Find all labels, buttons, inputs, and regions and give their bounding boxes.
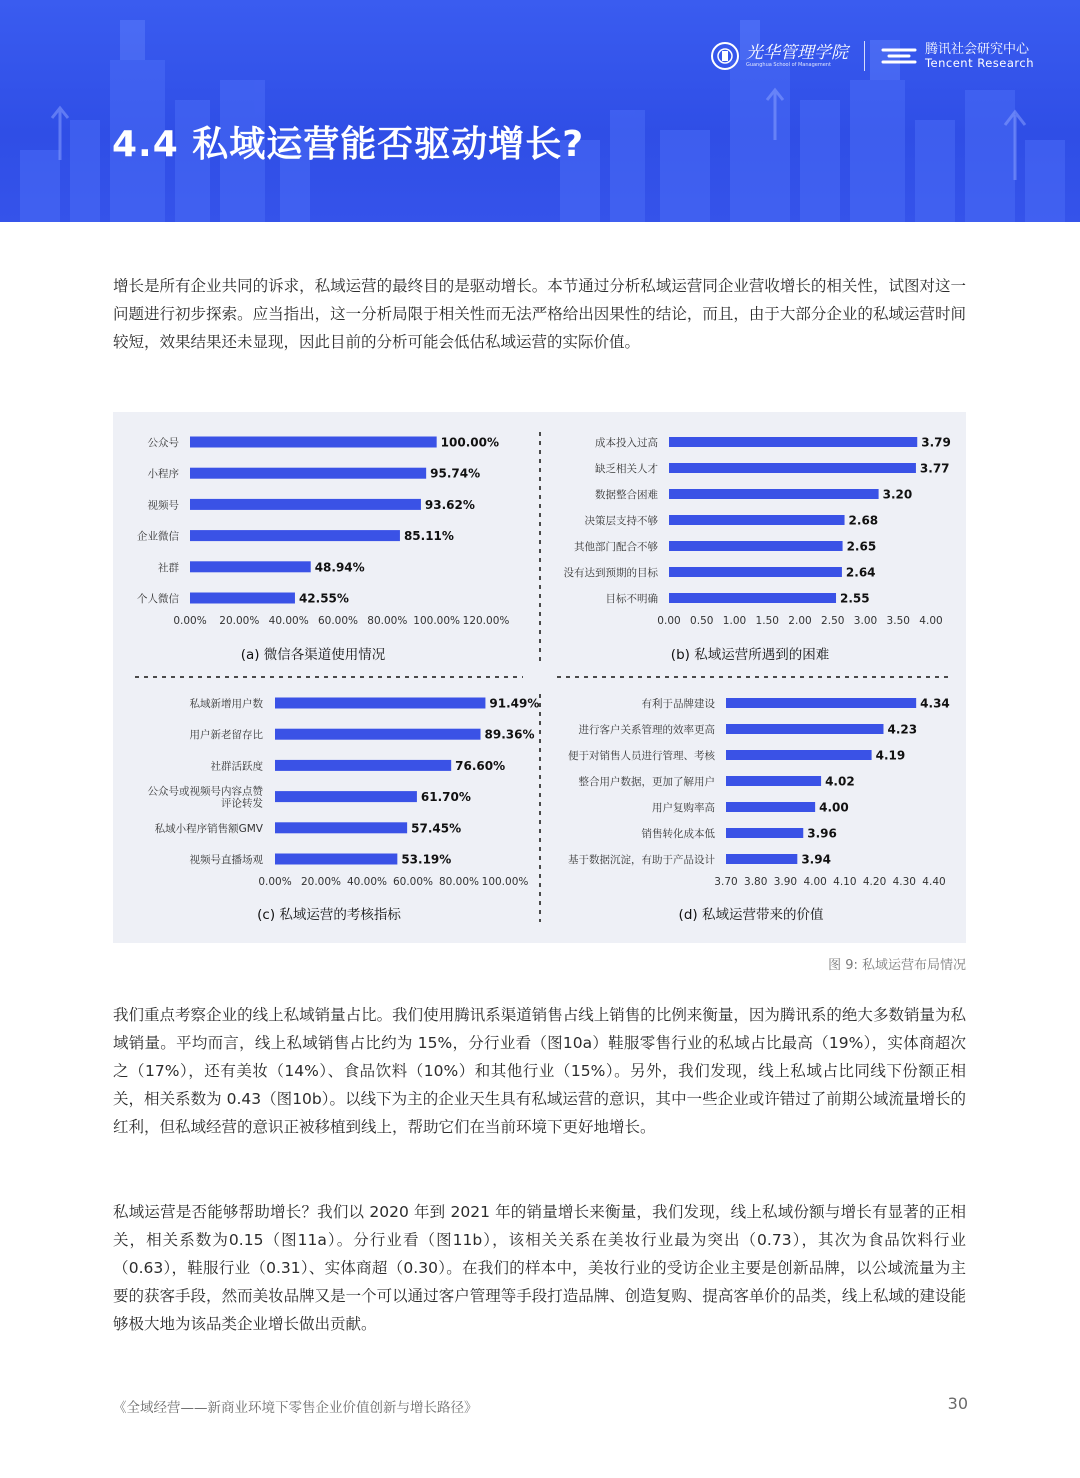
axis-tick-label: 4.40 (922, 876, 946, 888)
bar-3-5 (726, 828, 803, 838)
category-label: 公众号或视频号内容点赞 (147, 785, 263, 798)
axis-tick-label: 1.50 (755, 615, 779, 627)
pku-logo-sub: Guanghua School of Management (745, 62, 831, 68)
category-label: 公众号 (147, 437, 179, 449)
bar-1-2 (669, 489, 879, 499)
bar-value-label: 3.94 (801, 852, 831, 867)
category-label: 决策层支持不够 (584, 515, 658, 527)
category-label: 社群活跃度 (210, 760, 263, 773)
bar-value-label: 4.02 (825, 774, 855, 789)
category-label: 有利于品牌建设 (641, 698, 715, 710)
bar-value-label: 85.11% (403, 529, 454, 544)
chart-subtitle: (c) 私域运营的考核指标 (257, 907, 401, 923)
chart-subtitle: (a) 微信各渠道使用情况 (240, 647, 386, 663)
bar-value-label: 4.34 (920, 696, 950, 711)
bar-value-label: 53.19% (401, 852, 452, 867)
tencent-logo (881, 42, 1034, 70)
axis-tick-label: 100.00% (413, 615, 461, 627)
category-label: 用户复购率高 (652, 802, 715, 814)
bar-2-4 (275, 822, 407, 833)
bar-value-label: 2.68 (848, 513, 879, 528)
category-label: 评论转发 (221, 797, 263, 810)
figure-caption: 图 9: 私域运营布局情况 (828, 958, 966, 973)
category-label: 社群 (158, 561, 179, 574)
axis-tick-label: 3.90 (773, 876, 798, 888)
bar-1-0 (669, 437, 917, 447)
category-label: 目标不明确 (605, 593, 658, 605)
bar-3-3 (726, 776, 821, 786)
category-label: 基于数据沉淀，有助于产品设计 (568, 854, 715, 866)
bar-1-6 (669, 593, 836, 603)
bar-2-5 (275, 854, 397, 865)
bar-2-0 (275, 698, 485, 709)
axis-tick-label: 2.50 (821, 615, 845, 627)
axis-tick-label: 60.00% (392, 876, 434, 888)
bar-value-label: 57.45% (411, 821, 462, 836)
axis-tick-label: 80.00% (367, 615, 408, 627)
category-label: 私域小程序销售额GMV (154, 822, 263, 835)
bar-0-0 (190, 437, 437, 448)
bar-value-label: 2.55 (840, 591, 870, 606)
axis-tick-label: 40.00% (268, 615, 309, 627)
bar-value-label: 93.62% (424, 497, 475, 512)
category-label: 私域新增用户数 (189, 698, 263, 710)
paragraph-private-share: 我们重点考察企业的线上私域销量占比。我们使用腾讯系渠道销售占线上销售的比例来衡量，因为腾讯系的绝大多数销量为私域销量。平均而言，线上私域销售占比约为 15%，分行业看（图10a）鞋服零售行业的私域占比最高（19%），实体商超次之（17%），还有美妆（14%）、食品饮料（10%）和其他行业（15%）。另外，我们发现，线上私域占比同线下份额正相关，相关系数为 0.43（图10b）。以线下为主的企业天生具有私域运营的意识，其中一些企业或许错过了前期公域流量增长的红利，但私域经营的意识正被移植到线上，帮助它们在当前环境下更好地增长。 (113, 1006, 966, 1136)
category-label: 没有达到预期的目标 (563, 567, 658, 579)
bar-value-label: 3.79 (921, 435, 951, 450)
bar-0-4 (190, 561, 311, 572)
axis-tick-label: 60.00% (317, 615, 359, 627)
bar-value-label: 89.36% (484, 727, 535, 742)
category-label: 小程序 (147, 468, 179, 481)
category-label: 视频号直播场观 (189, 854, 263, 866)
bar-1-4 (669, 541, 843, 551)
axis-tick-label: 40.00% (346, 876, 388, 888)
axis-tick-label: 2.00 (788, 615, 812, 627)
bar-value-label: 2.65 (846, 539, 877, 554)
bar-value-label: 91.49% (489, 696, 540, 711)
figure-panel (113, 412, 966, 943)
axis-tick-label: 4.20 (862, 876, 887, 888)
bar-3-2 (726, 750, 872, 760)
category-label: 便于对销售人员进行管理、考核 (568, 750, 715, 762)
bar-3-0 (726, 698, 916, 708)
pku-logo-name: 光华管理学院 (745, 43, 848, 63)
bar-value-label: 42.55% (298, 591, 349, 606)
tencent-research-icon (881, 44, 917, 68)
bar-3-4 (726, 802, 815, 812)
category-label: 数据整合困难 (595, 489, 658, 501)
category-label: 缺乏相关人才 (595, 463, 658, 475)
axis-tick-label: 3.70 (714, 876, 738, 888)
paragraph-growth: 私域运营是否能够帮助增长？我们以 2020 年到 2021 年的销量增长来衡量，我们发现，线上私域份额与增长有显著的正相关，相关系数为0.15（图11a）。分行业看（图11b），该相关关系在美妆行业最为突出（0.73），其次为食品饮料行业（0.63），鞋服行业（0.31）、实体商超（0.30）。在我们的样本中，美妆行业的受访企业主要是创新品牌，以公域流量为主要的获客手段，然而美妆品牌又是一个可以通过客户管理等手段打造品牌、创造复购、提高客单价的品类，线上私域的建设能够极大地为该品类企业增长做出贡献。 (113, 1203, 966, 1333)
category-label: 个人微信 (137, 593, 179, 605)
bar-value-label: 3.77 (919, 461, 950, 476)
bar-3-6 (726, 854, 797, 864)
city-skyline-illustration (0, 0, 1080, 222)
logo-divider (864, 41, 865, 71)
tencent-logo-name: 腾讯社会研究中心 (924, 42, 1029, 57)
category-label: 用户新老留存比 (189, 729, 263, 742)
category-label: 整合用户数据，更加了解用户 (578, 776, 715, 788)
axis-tick-label: 3.00 (853, 615, 878, 627)
chart-subtitle: (b) 私域运营所遇到的困难 (670, 647, 830, 663)
bar-value-label: 61.70% (420, 790, 471, 805)
header-banner (0, 0, 1080, 222)
axis-tick-label: 120.00% (462, 615, 510, 627)
axis-tick-label: 1.00 (722, 615, 747, 627)
bar-2-2 (275, 760, 451, 771)
pku-logo (710, 41, 848, 71)
chart-subtitle: (d) 私域运营带来的价值 (678, 907, 824, 923)
category-label: 企业微信 (137, 530, 179, 543)
section-title: 4.4 私域运营能否驱动增长? (112, 124, 585, 165)
axis-tick-label: 4.00 (803, 876, 827, 888)
axis-tick-label: 80.00% (438, 876, 480, 888)
bar-0-1 (190, 468, 426, 479)
paragraph-intro: 增长是所有企业共同的诉求，私域运营的最终目的是驱动增长。本节通过分析私域运营同企业营收增长的相关性，试图对这一问题进行初步探索。应当指出，这一分析局限于相关性而无法严格给出因果性的结论，而且，由于大部分企业的私域运营时间较短，效果结果还未显现，因此目前的分析可能会低估私域运营的实际价值。 (113, 277, 966, 351)
axis-tick-label: 0.00% (258, 876, 292, 888)
axis-tick-label: 0.00 (657, 615, 681, 627)
bar-2-3 (275, 791, 417, 802)
category-label: 进行客户关系管理的效率更高 (578, 724, 715, 736)
bar-value-label: 95.74% (430, 466, 481, 481)
category-label: 其他部门配合不够 (574, 541, 658, 553)
bar-value-label: 4.00 (819, 800, 849, 815)
bar-1-5 (669, 567, 842, 577)
bar-value-label: 100.00% (440, 435, 500, 450)
bar-value-label: 4.23 (887, 722, 918, 737)
bar-0-2 (190, 499, 421, 510)
category-label: 视频号 (147, 499, 179, 512)
axis-tick-label: 4.10 (833, 876, 857, 888)
bar-value-label: 76.60% (455, 758, 506, 773)
bar-3-1 (726, 724, 883, 734)
bar-1-1 (669, 463, 916, 473)
axis-tick-label: 4.00 (919, 615, 943, 627)
axis-tick-label: 20.00% (219, 615, 260, 627)
axis-tick-label: 3.50 (886, 615, 910, 627)
axis-tick-label: 20.00% (300, 876, 342, 888)
axis-tick-label: 4.30 (892, 876, 916, 888)
axis-tick-label: 100.00% (481, 876, 529, 888)
bar-value-label: 2.64 (845, 565, 876, 580)
axis-tick-label: 0.00% (173, 615, 207, 627)
pku-emblem-icon (710, 41, 740, 71)
axis-tick-label: 3.80 (744, 876, 768, 888)
bar-0-5 (190, 593, 295, 604)
bar-2-1 (275, 729, 481, 740)
bar-1-3 (669, 515, 845, 525)
header-logos (710, 36, 1034, 76)
category-label: 成本投入过高 (595, 437, 658, 449)
page-number: 30 (947, 1394, 968, 1413)
category-label: 销售转化成本低 (641, 828, 715, 840)
bar-value-label: 3.20 (882, 487, 913, 502)
bar-value-label: 3.96 (807, 826, 837, 841)
charts-svg (113, 412, 966, 943)
axis-tick-label: 0.50 (690, 615, 714, 627)
footer-book-title: 《全域经营——新商业环境下零售企业价值创新与增长路径》 (113, 1400, 478, 1416)
tencent-logo-sub: Tencent Research (924, 56, 1034, 70)
bar-value-label: 4.19 (875, 748, 906, 763)
bar-value-label: 48.94% (314, 560, 365, 575)
bar-0-3 (190, 530, 400, 541)
